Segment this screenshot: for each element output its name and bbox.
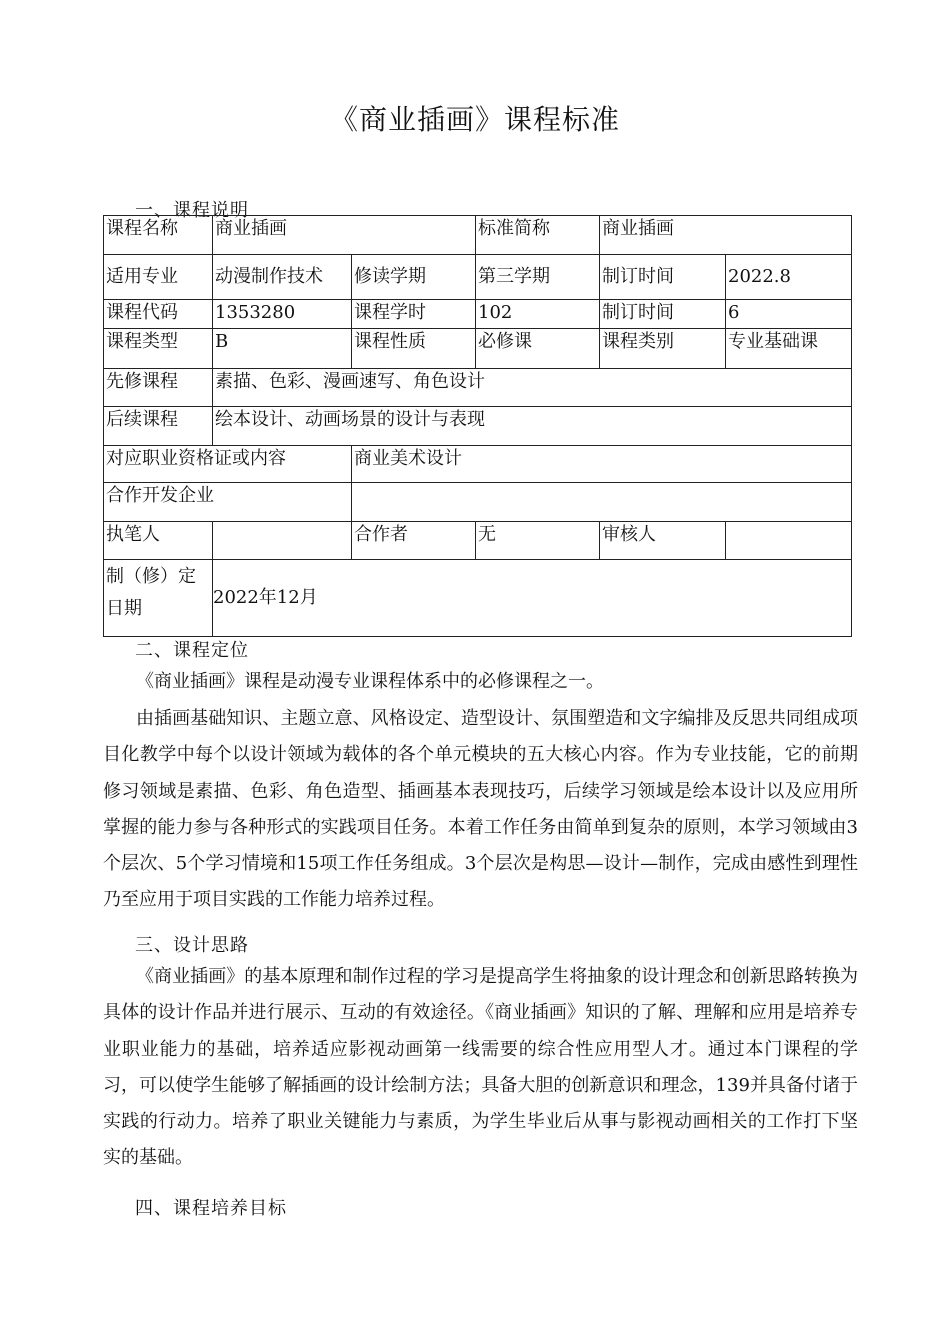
label-reviewer: 审核人 [600,522,726,560]
label-coauthor: 合作者 [352,522,476,560]
value-reviewer [726,522,852,560]
paragraph-positioning-2: 由插画基础知识、主题立意、风格设定、造型设计、氛围塑造和文字编排及反思共同组成项目化教学中每个以设计领域为载体的各个单元模块的五大核心内容。作为专业技能，它的前期修习领域是素描、色彩、角色造型、插画基本表现技巧，后续学习领域是绘本设计以及应用所掌握的能力参与各种形式的实践项目任务。本着工作任务由简单到复杂的原则，本学习领域由3个层次、5个学习情境和15项工作任务组成。3个层次是构思—设计—制作，完成由感性到理性乃至应用于项目实践的工作能力培养过程。 [103,708,858,911]
label-revise-time: 制订时间 [600,255,726,300]
value-coauthor: 无 [476,522,600,560]
label-followup: 后续课程 [104,407,213,446]
section-heading-2: 二、课程定位 [135,640,249,661]
value-partner [352,483,852,522]
label-code: 课程代码 [104,300,213,329]
section-heading-1: 一、课程说明 [135,200,249,221]
value-course-name: 商业插画 [213,216,476,255]
label-std-abbr: 标准简称 [476,216,600,255]
value-hours: 102 [476,300,600,329]
section-heading-4: 四、课程培养目标 [135,1198,287,1219]
value-revise-time-2: 6 [726,300,852,329]
course-info-table [103,215,852,637]
label-type: 课程类型 [104,329,213,369]
value-std-abbr: 商业插画 [600,216,852,255]
label-course-name: 课程名称 [104,216,213,255]
label-partner: 合作开发企业 [104,483,352,522]
label-revise-time-2: 制订时间 [600,300,726,329]
value-author [213,522,352,560]
value-prereq: 素描、色彩、漫画速写、角色设计 [213,369,852,407]
label-cert: 对应职业资格证或内容 [104,446,352,483]
document-title: 《商业插画》课程标准 [329,103,620,136]
label-category: 课程类别 [600,329,726,369]
value-category: 专业基础课 [726,329,852,369]
value-type: B [213,329,352,369]
value-date: 2022年12月 [213,560,852,637]
paragraph-design: 《商业插画》的基本原理和制作过程的学习是提高学生将抽象的设计理念和创新思路转换为具体的设计作品并进行展示、互动的有效途径。《商业插画》知识的了解、理解和应用是培养专业职业能力的基础，培养适应影视动画第一线需要的综合性应用型人才。通过本门课程的学习，可以使学生能够了解插画的设计绘制方法；具备大胆的创新意识和理念，139并具备付诸于实践的行动力。培养了职业关键能力与素质，为学生毕业后从事与影视动画相关的工作打下坚实的基础。 [103,966,858,1169]
value-code: 1353280 [213,300,352,329]
label-major: 适用专业 [104,255,213,300]
label-prereq: 先修课程 [104,369,213,407]
value-semester: 第三学期 [476,255,600,300]
paragraph-positioning-1: 《商业插画》课程是动漫专业课程体系中的必修课程之一。 [136,671,604,692]
value-revise-time: 2022.8 [726,255,852,300]
value-cert: 商业美术设计 [352,446,852,483]
section-heading-3: 三、设计思路 [135,935,249,956]
value-nature: 必修课 [476,329,600,369]
value-followup: 绘本设计、动画场景的设计与表现 [213,407,852,446]
label-author: 执笔人 [104,522,213,560]
label-semester: 修读学期 [352,255,476,300]
label-date: 制（修）定日期 [104,560,213,637]
label-nature: 课程性质 [352,329,476,369]
value-major: 动漫制作技术 [213,255,352,300]
label-hours: 课程学时 [352,300,476,329]
